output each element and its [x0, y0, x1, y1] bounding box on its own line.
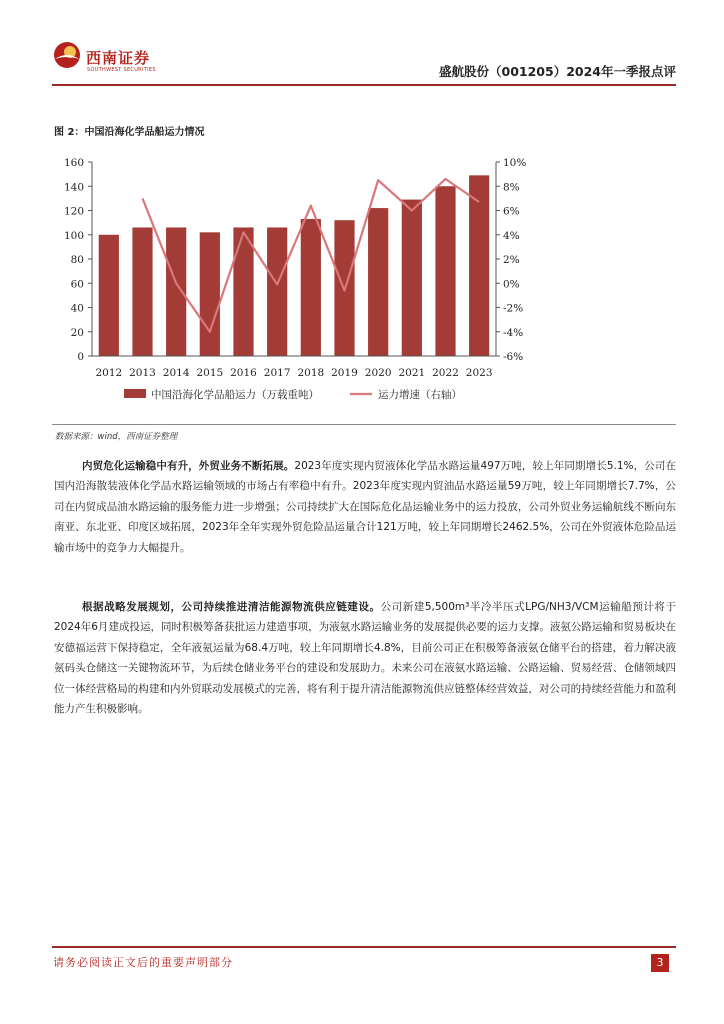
page-number: 3 — [651, 954, 669, 972]
x-tick-label: 2021 — [398, 367, 426, 379]
bar-2023 — [469, 175, 489, 356]
x-tick-label: 2016 — [230, 367, 257, 379]
brand-name-en: SOUTHWEST SECURITIES — [87, 67, 156, 73]
legend-bar-swatch — [124, 389, 146, 398]
left-tick-label: 160 — [63, 157, 84, 169]
legend-line-label: 运力增速（右轴） — [378, 389, 462, 401]
x-tick-label: 2012 — [95, 367, 123, 379]
x-tick-label: 2020 — [364, 367, 392, 379]
x-tick-label: 2013 — [129, 367, 156, 379]
paragraph-2 — [54, 597, 676, 719]
paragraph-1 — [54, 456, 676, 558]
x-tick-label: 2015 — [196, 367, 224, 379]
left-tick-label: 20 — [70, 326, 84, 339]
bar-2020 — [368, 208, 388, 356]
figure-source: 数据来源：wind，西南证券整理 — [55, 432, 178, 442]
x-tick-label: 2019 — [331, 367, 358, 379]
header-divider — [52, 84, 676, 86]
paragraph-2-lead: 根据战略发展规划，公司持续推进清洁能源物流供应链建设。 — [82, 601, 381, 613]
x-tick-label: 2014 — [162, 367, 190, 379]
footer-disclaimer: 请务必阅读正文后的重要声明部分 — [53, 956, 233, 969]
page-header — [52, 40, 676, 84]
left-tick-label: 0 — [77, 351, 84, 363]
left-tick-label: 40 — [70, 302, 84, 315]
right-tick-label: -2% — [503, 302, 524, 315]
right-tick-label: 6% — [503, 205, 520, 218]
right-tick-label: -6% — [503, 351, 524, 363]
right-tick-label: 0% — [503, 278, 520, 291]
brand-logo-icon — [52, 40, 82, 70]
report-title: 盛航股份（001205）2024年一季报点评 — [439, 64, 676, 79]
bar-2016 — [233, 227, 253, 356]
legend-bar-label: 中国沿海化学品船运力（万载重吨） — [151, 389, 319, 401]
bar-2021 — [402, 200, 422, 356]
brand-name: 西南证券 — [86, 49, 151, 67]
capacity-chart — [52, 148, 552, 413]
bar-2022 — [435, 186, 455, 356]
source-divider — [52, 424, 676, 425]
left-tick-label: 100 — [63, 229, 84, 242]
left-tick-label: 140 — [63, 181, 84, 194]
bar-2017 — [267, 227, 287, 356]
x-tick-label: 2017 — [263, 367, 291, 379]
x-tick-label: 2018 — [297, 367, 325, 379]
right-tick-label: -4% — [503, 326, 524, 339]
paragraph-1-lead: 内贸危化运输稳中有升，外贸业务不断拓展。 — [82, 460, 295, 472]
footer-divider — [52, 946, 676, 948]
bar-2013 — [132, 227, 152, 356]
left-tick-label: 60 — [70, 278, 84, 291]
bar-2015 — [200, 232, 220, 356]
figure-title: 图 2：中国沿海化学品船运力情况 — [54, 127, 205, 138]
right-tick-label: 8% — [503, 181, 520, 194]
paragraph-1-body: 2023年度实现内贸液体化学品水路运量497万吨，较上年同期增长5.1%，公司在国内沿海散装液体化学品水路运输领域的市场占有率稳中有升。2023年度实现内贸油品水路运量59万吨，较上年同期增长7.7%，公司在内贸成品油水路运输的服务能力进一步增强；公司持续扩大在国际危化品运输业务中的运力投放，公司外贸业务运输航线不断向东南亚、东北亚、印度区域拓展，2023年全年实现外贸危险品运量合计121万吨，较上年同期增长2462.5%，公司在外贸液体危险品运输市场中的竞争力大幅提升。 — [54, 460, 677, 554]
x-tick-label: 2023 — [465, 367, 493, 379]
left-tick-label: 120 — [63, 205, 84, 218]
x-tick-label: 2022 — [432, 367, 459, 379]
right-tick-label: 10% — [503, 157, 527, 169]
right-tick-label: 4% — [503, 229, 520, 242]
right-tick-label: 2% — [503, 254, 520, 266]
bar-2018 — [301, 219, 321, 356]
bar-2012 — [99, 235, 119, 356]
paragraph-2-body: 公司新建5,500m³半冷半压式LPG/NH3/VCM运输船预计将于2024年6月建成投运，同时积极筹备获批运力建造事项，为液氨水路运输业务的发展提供必要的运力支撑。液氨公路运输和贸易板块在安德福运营下保持稳定，全年液氨运量为68.4万吨，较上年同期增长4.8%，目前公司正在积极筹备液氨仓储平台的搭建，着力解决液氨码头仓储这一关键物流环节，为后续仓储业务平台的建设和发展助力。未来公司在液氨水路运输、公路运输、贸易经营、仓储领域四位一体经营格局的构建和内外贸联动发展模式的完善，将有利于提升清洁能源物流供应链整体经营效益，对公司的持续经营能力和盈利能力产生积极影响。 — [54, 601, 676, 716]
left-tick-label: 80 — [70, 254, 84, 266]
